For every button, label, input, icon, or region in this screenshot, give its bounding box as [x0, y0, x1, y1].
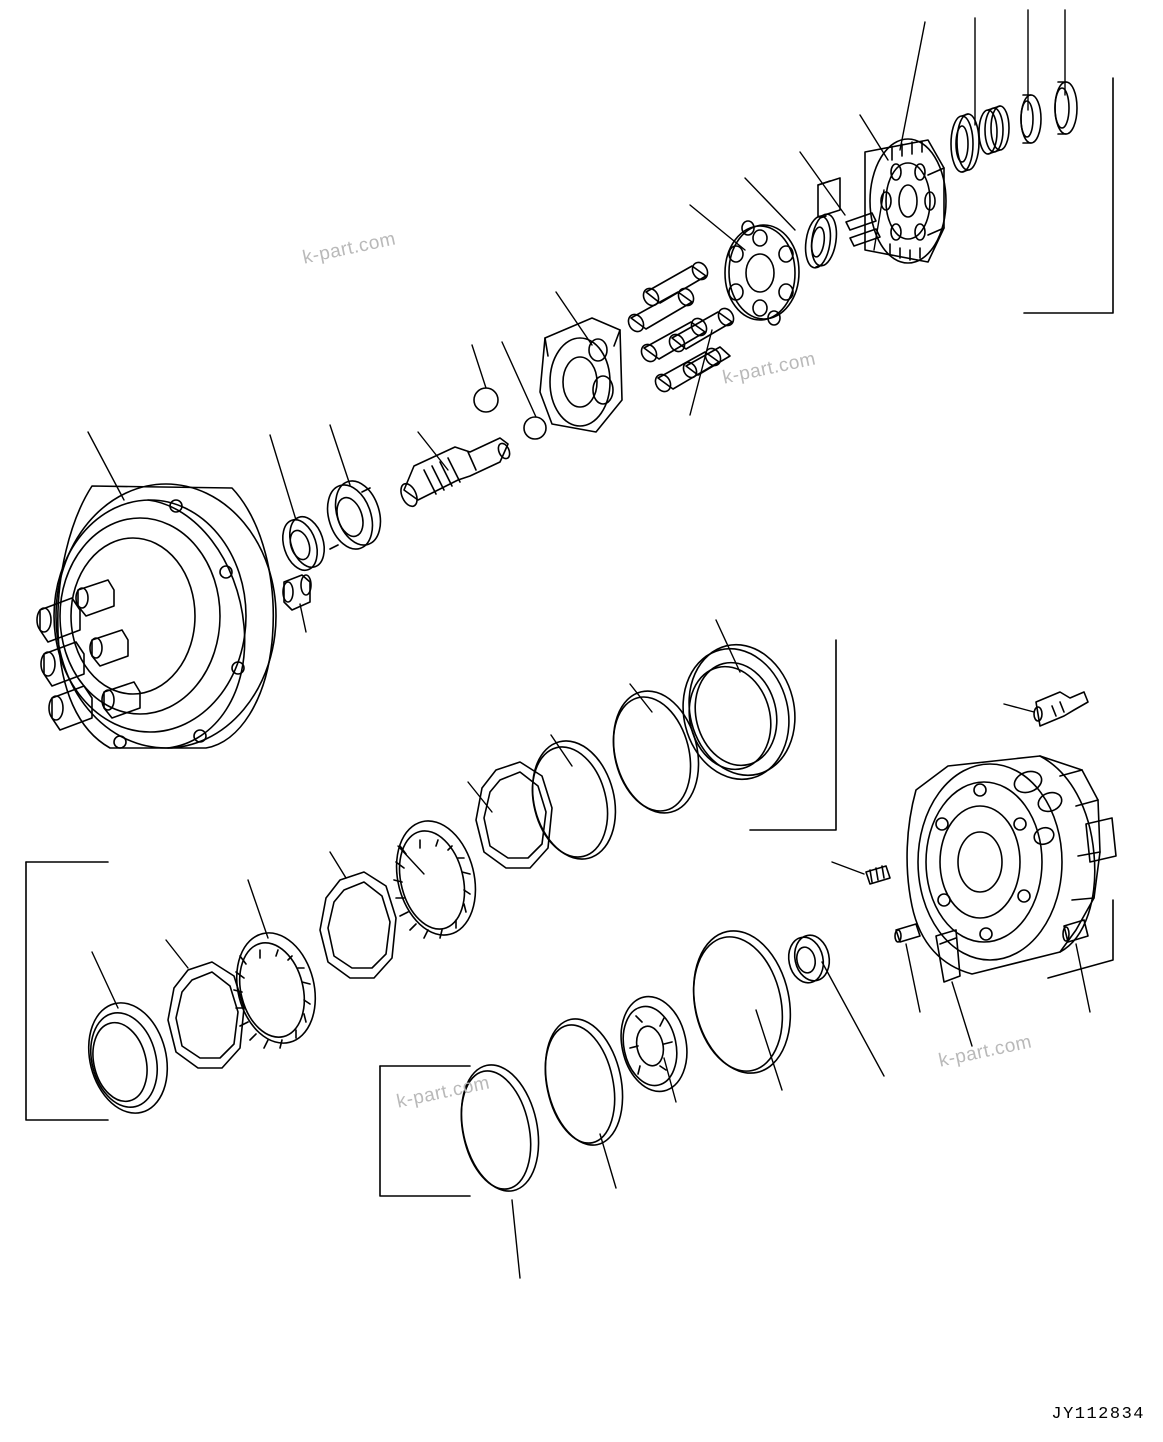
watermark: k-part.com [720, 348, 818, 389]
motor-case-flange [37, 484, 276, 748]
snap-ring [1055, 82, 1077, 134]
watermark: k-part.com [300, 228, 398, 269]
needle-bearing-small [785, 932, 834, 986]
watermark: k-part.com [936, 1031, 1034, 1072]
retainer-plate [725, 221, 799, 325]
valve-housing [907, 756, 1116, 974]
drawing-code-label: JY112834 [1051, 1405, 1145, 1424]
cylinder-block [865, 139, 946, 263]
seal-ring-left [78, 994, 179, 1121]
dowel-pin-a [895, 924, 920, 942]
spring-plate [936, 930, 960, 982]
bearing-leader [330, 425, 350, 485]
valve-plate [613, 990, 696, 1097]
o-ring-e [681, 922, 803, 1082]
gasket-plate [168, 962, 244, 1068]
key-block [818, 178, 840, 217]
lower-left-leaders [92, 852, 346, 1008]
watermark: k-part.com [394, 1072, 492, 1113]
brake-plate [320, 872, 396, 978]
piston-assembly [625, 260, 736, 395]
steel-ball [474, 388, 546, 439]
friction-plate-a [385, 813, 487, 944]
o-ring-d [535, 1012, 634, 1153]
friction-plate-b [226, 924, 327, 1051]
oring-stack-leaders [512, 962, 884, 1278]
ball-leaders [472, 342, 536, 417]
bushing-leader [300, 604, 306, 632]
shaft-leader [418, 432, 448, 470]
o-ring-a [601, 682, 711, 822]
spacer-ring [1021, 95, 1041, 143]
oil-seal [277, 512, 331, 574]
plug-bolt-leader [1004, 704, 1034, 712]
ball-bearing [320, 475, 388, 555]
plug-bolt [1034, 692, 1088, 726]
o-ring-b [521, 732, 628, 868]
washer-stack [979, 106, 1009, 154]
bushing [283, 575, 311, 610]
set-screw [866, 866, 890, 884]
needle-bearing-mid [802, 213, 839, 270]
set-screw-leader [832, 862, 864, 874]
port-bosses [37, 580, 140, 730]
drive-shaft [398, 438, 512, 509]
swash-plate [540, 318, 622, 432]
motor-case-leader [88, 432, 124, 500]
separator-plate-a [476, 762, 552, 868]
oil-seal-leader [270, 435, 296, 520]
